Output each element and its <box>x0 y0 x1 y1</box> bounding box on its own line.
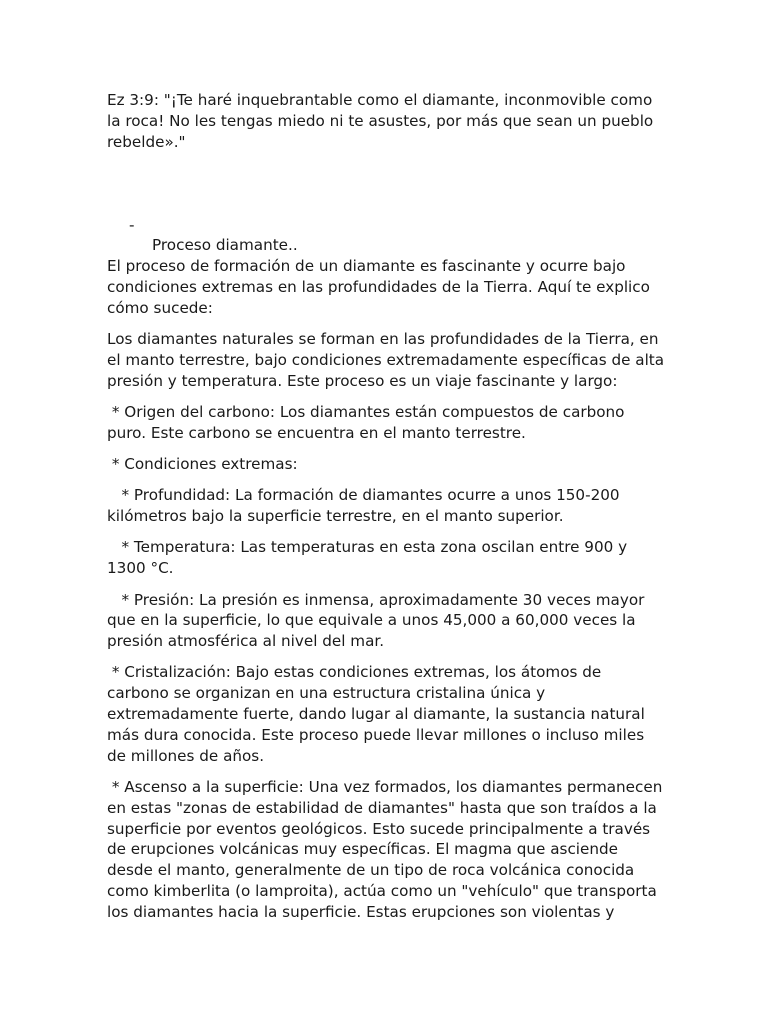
text-line: puro. Este carbono se encuentra en el manto terrestre. <box>107 423 526 442</box>
text-line: * Origen del carbono: Los diamantes están compuestos de carbono <box>107 402 625 421</box>
text-line: * Condiciones extremas: <box>107 455 298 474</box>
text-line: presión y temperatura. Este proceso es un viaje fascinante y largo: <box>107 371 618 390</box>
text-line: El proceso de formación de un diamante es fascinante y ocurre bajo <box>107 257 626 276</box>
text-line: * Profundidad: La formación de diamantes ocurre a unos 150-200 <box>107 486 620 505</box>
paragraph <box>107 329 667 391</box>
bullet-text: Proceso diamante.. <box>152 236 298 255</box>
text-line: superficie por eventos geológicos. Esto sucede principalmente a través <box>107 819 651 838</box>
paragraph <box>107 256 667 318</box>
text-line: rebelde»." <box>107 132 186 151</box>
text-line: el manto terrestre, bajo condiciones extremadamente específicas de alta <box>107 350 665 369</box>
text-line: extremadamente fuerte, dando lugar al diamante, la sustancia natural <box>107 705 645 724</box>
text-line: desde el manto, generalmente de un tipo de roca volcánica conocida <box>107 861 635 880</box>
text-line: la roca! No les tengas miedo ni te asustes, por más que sean un pueblo <box>107 111 654 130</box>
bullet-marker: - <box>129 215 135 234</box>
text-line: condiciones extremas en las profundidades de la Tierra. Aquí te explico <box>107 277 650 296</box>
text-line: de millones de años. <box>107 746 265 765</box>
bullet-item <box>107 194 667 255</box>
text-line: los diamantes hacia la superficie. Estas erupciones son violentas y <box>107 902 615 921</box>
text-line: en estas "zonas de estabilidad de diamantes" hasta que son traídos a la <box>107 798 657 817</box>
paragraph <box>107 402 667 444</box>
text-line: kilómetros bajo la superficie terrestre, en el manto superior. <box>107 507 564 526</box>
text-line: carbono se organizan en una estructura cristalina única y <box>107 684 546 703</box>
text-line: * Presión: La presión es inmensa, aproximadamente 30 veces mayor <box>107 590 645 609</box>
text-line: Los diamantes naturales se forman en las profundidades de la Tierra, en <box>107 330 659 349</box>
text-line: más dura conocida. Este proceso puede llevar millones o incluso miles <box>107 725 645 744</box>
paragraph <box>107 537 667 579</box>
quote-paragraph <box>107 90 667 152</box>
text-line: presión atmosférica al nivel del mar. <box>107 632 385 651</box>
text-line: * Cristalización: Bajo estas condiciones extremas, los átomos de <box>107 663 602 682</box>
text-line: que en la superficie, lo que equivale a unos 45,000 a 60,000 veces la <box>107 611 636 630</box>
paragraph <box>107 454 667 475</box>
paragraph <box>107 662 667 766</box>
text-line: * Temperatura: Las temperaturas en esta zona oscilan entre 900 y <box>107 538 628 557</box>
paragraph <box>107 485 667 527</box>
text-line: * Ascenso a la superficie: Una vez formados, los diamantes permanecen <box>107 777 663 796</box>
document-page <box>107 90 667 923</box>
text-line: 1300 °C. <box>107 559 174 578</box>
text-line: Ez 3:9: "¡Te haré inquebrantable como el diamante, inconmovible como <box>107 91 653 109</box>
text-line: cómo sucede: <box>107 298 213 317</box>
text-line: como kimberlita (o lamproita), actúa como un "vehículo" que transporta <box>107 881 657 900</box>
paragraph <box>107 777 667 923</box>
text-line: de erupciones volcánicas muy específicas. El magma que asciende <box>107 840 618 859</box>
paragraph <box>107 590 667 652</box>
